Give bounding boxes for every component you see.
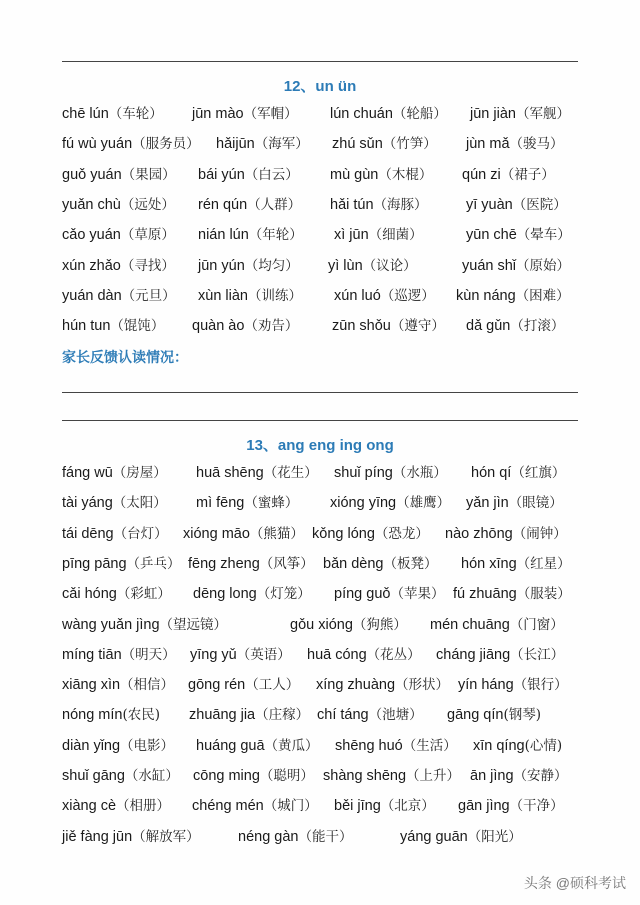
chinese-word: （水瓶） — [392, 465, 447, 481]
chinese-word: （干净） — [509, 798, 564, 815]
chinese-word: （服装） — [516, 586, 571, 603]
pinyin-text: fēng zheng — [188, 555, 260, 572]
word-entry — [216, 133, 309, 155]
pinyin-text: gōng rén — [188, 677, 246, 694]
chinese-word: （困难） — [515, 287, 570, 304]
pinyin-text: shēng huó — [335, 737, 403, 754]
chinese-word: （医院） — [512, 196, 567, 213]
pinyin-text: jūn yún — [198, 257, 245, 274]
chinese-word: （劝告） — [244, 318, 299, 335]
pinyin-text: lún chuán — [330, 106, 393, 122]
word-entry — [470, 103, 570, 125]
word-entry — [62, 553, 181, 575]
pinyin-text: gān jìng — [458, 798, 510, 815]
chinese-word: （板凳） — [383, 555, 438, 572]
word-entry — [334, 583, 444, 605]
chinese-word: （黄瓜） — [264, 737, 319, 754]
pinyin-text: hón qí — [471, 465, 512, 481]
pinyin-text: zhuāng jia — [189, 707, 256, 724]
word-entry — [332, 133, 437, 155]
pinyin-text: jūn jiàn — [470, 106, 516, 122]
word-row — [0, 492, 640, 514]
feedback-line-1 — [62, 392, 578, 393]
chinese-word: （庄稼） — [255, 707, 310, 724]
word-row — [0, 704, 640, 726]
word-entry — [188, 553, 314, 575]
word-entry — [62, 103, 163, 125]
chinese-word: （上升） — [406, 768, 461, 784]
pinyin-text: hǎi tún — [330, 196, 374, 213]
chinese-word: （水缸） — [124, 768, 179, 784]
pinyin-text: xīn qíng — [473, 737, 525, 754]
word-entry — [400, 826, 522, 848]
word-row — [0, 194, 640, 216]
pinyin-text: xún luó — [334, 287, 381, 304]
word-row — [0, 765, 640, 787]
pinyin-text: yīng yǔ — [190, 646, 237, 663]
pinyin-text: cǎi hóng — [62, 586, 117, 603]
chinese-word: （果园） — [121, 166, 176, 183]
pinyin-text: tái dēng — [62, 525, 114, 542]
word-entry — [188, 674, 299, 696]
chinese-word: （台灯） — [113, 525, 168, 542]
chinese-word: （恐龙） — [374, 525, 429, 542]
pinyin-text: quàn ào — [192, 318, 245, 335]
chinese-word: （苹果） — [390, 586, 445, 603]
pinyin-text: yì lùn — [328, 257, 363, 274]
pinyin-text: xún zhǎo — [62, 257, 121, 274]
word-row — [0, 614, 640, 636]
chinese-word: （相册） — [116, 798, 171, 815]
chinese-word: （眼镜） — [508, 495, 563, 512]
pinyin-text: xùn liàn — [198, 287, 248, 304]
chinese-word: （蜜蜂） — [244, 495, 299, 512]
word-entry — [198, 164, 299, 186]
pinyin-text: rén qún — [198, 196, 248, 213]
pinyin-text: gāng qín — [447, 707, 504, 724]
chinese-word: （城门） — [263, 798, 318, 815]
word-row — [0, 255, 640, 277]
chinese-word: （军舰） — [515, 106, 570, 122]
chinese-word: （打滚） — [510, 318, 565, 335]
word-entry — [466, 194, 567, 216]
pinyin-text: kǒng lóng — [312, 525, 375, 542]
chinese-word: （望远镜） — [159, 616, 228, 633]
word-entry — [335, 735, 457, 757]
pinyin-text: chéng mén — [192, 798, 264, 815]
pinyin-text: cǎo yuán — [62, 227, 121, 244]
word-entry — [312, 523, 429, 545]
word-entry — [198, 194, 301, 216]
word-entry — [462, 164, 555, 186]
word-entry — [328, 255, 417, 277]
pinyin-text: bǎn dèng — [323, 555, 384, 572]
word-entry — [192, 103, 298, 125]
chinese-word: （元旦） — [121, 287, 176, 304]
pinyin-text: shàng shēng — [323, 768, 407, 784]
pinyin-text: yáng guān — [400, 828, 468, 845]
word-entry — [193, 765, 314, 787]
pinyin-text: míng tiān — [62, 646, 122, 663]
chinese-word: （轮船） — [392, 106, 447, 122]
word-entry — [317, 704, 423, 726]
word-entry — [62, 704, 160, 726]
chinese-word: （草原） — [120, 227, 175, 244]
pinyin-text: jùn mǎ — [466, 136, 510, 153]
pinyin-text: fáng wū — [62, 465, 113, 481]
word-entry — [62, 285, 176, 307]
pinyin-text: nóng mín — [62, 707, 123, 724]
word-entry — [466, 224, 571, 246]
word-entry — [456, 285, 570, 307]
pinyin-text: xíng zhuàng — [316, 677, 396, 694]
pinyin-text: fú zhuāng — [453, 586, 517, 603]
word-entry — [62, 224, 175, 246]
chinese-word: （太阳） — [112, 495, 167, 512]
pinyin-text: bái yún — [198, 166, 245, 183]
chinese-word: （年轮） — [248, 227, 303, 244]
word-row — [0, 826, 640, 848]
word-row — [0, 795, 640, 817]
pinyin-text: yūn chē — [466, 227, 517, 244]
pinyin-text: mén chuāng — [430, 616, 510, 633]
word-entry — [334, 224, 423, 246]
word-entry — [62, 194, 175, 216]
chinese-word: （海豚） — [373, 196, 428, 213]
word-row — [0, 462, 640, 484]
pinyin-text: pīng pāng — [62, 555, 127, 572]
word-entry — [290, 614, 407, 636]
chinese-word: （明天） — [121, 646, 176, 663]
pinyin-text: guǒ yuán — [62, 166, 122, 183]
chinese-word: （形状） — [395, 677, 450, 694]
chinese-word: （军帽） — [243, 106, 298, 122]
section-13-title: 13、ang eng ing ong — [246, 437, 394, 454]
word-entry — [62, 255, 175, 277]
chinese-word: （生活） — [402, 737, 457, 754]
chinese-word: (农民) — [122, 707, 161, 724]
chinese-word: （闹钟） — [512, 525, 567, 542]
pinyin-text: hǎijūn — [216, 136, 255, 153]
word-entry — [458, 795, 564, 817]
pinyin-text: yī yuàn — [466, 196, 513, 213]
chinese-word: （雄鹰） — [396, 495, 451, 512]
pinyin-text: qún zi — [462, 166, 501, 183]
chinese-word: （原始） — [516, 257, 571, 274]
chinese-word: （议论） — [362, 257, 417, 274]
pinyin-text: huā cóng — [307, 646, 367, 663]
watermark: 头条 @硕科考试 — [523, 875, 626, 891]
word-entry — [470, 765, 568, 787]
chinese-word: （彩虹） — [116, 586, 171, 603]
word-entry — [466, 315, 564, 337]
pinyin-text: píng guǒ — [334, 586, 391, 603]
word-entry — [471, 462, 565, 484]
word-entry — [62, 765, 179, 787]
pinyin-text: jiě fàng jūn — [62, 828, 133, 845]
word-row — [0, 133, 640, 155]
word-entry — [62, 795, 170, 817]
word-entry — [330, 492, 450, 514]
chinese-word: （海军） — [254, 136, 309, 153]
word-entry — [192, 315, 298, 337]
pinyin-text: xióng yīng — [330, 495, 397, 512]
pinyin-text: mì fēng — [196, 495, 245, 512]
word-entry — [330, 194, 428, 216]
pinyin-text: yǎn jìn — [466, 495, 509, 512]
word-entry — [334, 795, 435, 817]
word-entry — [62, 826, 200, 848]
pinyin-text: xióng māo — [183, 525, 250, 542]
word-row — [0, 285, 640, 307]
chinese-word: （房屋） — [112, 465, 167, 481]
word-entry — [62, 614, 227, 636]
top-divider — [62, 61, 578, 62]
word-entry — [62, 492, 167, 514]
chinese-word: （电影） — [120, 737, 175, 754]
word-entry — [430, 614, 564, 636]
chinese-word: （细菌） — [368, 227, 423, 244]
word-row — [0, 523, 640, 545]
feedback-line-2 — [62, 420, 578, 421]
chinese-word: （池塘） — [368, 707, 423, 724]
section-12-title: 12、un ün — [283, 78, 357, 95]
word-entry — [189, 704, 309, 726]
word-entry — [238, 826, 352, 848]
word-entry — [316, 674, 449, 696]
chinese-word: （骏马） — [509, 136, 564, 153]
word-entry — [462, 255, 570, 277]
chinese-word: （银行） — [513, 677, 568, 694]
word-entry — [473, 735, 562, 757]
pinyin-text: jūn mào — [192, 106, 244, 122]
chinese-word: （人群） — [247, 196, 302, 213]
word-entry — [323, 765, 460, 787]
pinyin-text: huáng guā — [196, 737, 265, 754]
pinyin-text: yuán shǐ — [462, 257, 517, 274]
word-entry — [461, 553, 571, 575]
word-row — [0, 103, 640, 125]
word-entry — [466, 133, 564, 155]
pinyin-text: huā shēng — [196, 465, 264, 481]
pinyin-text: dǎ gǔn — [466, 318, 511, 335]
word-row — [0, 735, 640, 757]
pinyin-text: xiàng cè — [62, 798, 117, 815]
chinese-word: （遵守） — [390, 318, 445, 335]
word-row — [0, 164, 640, 186]
word-entry — [62, 644, 176, 666]
pinyin-text: yuán dàn — [62, 287, 122, 304]
chinese-word: （服务员） — [132, 136, 200, 153]
word-entry — [62, 462, 167, 484]
word-entry — [62, 133, 200, 155]
pinyin-text: zūn shǒu — [332, 318, 391, 335]
pinyin-text: hón xīng — [461, 555, 517, 572]
word-entry — [458, 674, 568, 696]
chinese-word: （乒乓） — [126, 555, 181, 572]
pinyin-text: chí táng — [317, 707, 369, 724]
pinyin-text: néng gàn — [238, 828, 299, 845]
word-row — [0, 553, 640, 575]
chinese-word: （红星） — [516, 555, 571, 572]
chinese-word: （安静） — [513, 768, 568, 784]
chinese-word: （花丛） — [366, 646, 421, 663]
word-entry — [307, 644, 421, 666]
chinese-word: （长江） — [510, 646, 565, 663]
word-entry — [193, 583, 311, 605]
pinyin-text: xiāng xìn — [62, 677, 121, 694]
word-entry — [62, 583, 171, 605]
chinese-word: （寻找） — [120, 257, 175, 274]
word-entry — [196, 492, 298, 514]
pinyin-text: yuǎn chù — [62, 196, 121, 213]
chinese-word: （车轮） — [108, 106, 163, 122]
word-row — [0, 224, 640, 246]
pinyin-text: dēng long — [193, 586, 257, 603]
pinyin-text: zhú sǔn — [332, 136, 383, 153]
word-entry — [447, 704, 541, 726]
chinese-word: （阳光） — [467, 828, 522, 845]
word-entry — [198, 255, 299, 277]
pinyin-text: ān jìng — [470, 768, 514, 784]
pinyin-text: yín háng — [458, 677, 514, 694]
chinese-word: （能干） — [298, 828, 353, 845]
pinyin-text: cōng ming — [193, 768, 260, 784]
chinese-word: （木棍） — [378, 166, 433, 183]
chinese-word: （均匀） — [244, 257, 299, 274]
word-row — [0, 315, 640, 337]
word-entry — [323, 553, 437, 575]
pinyin-text: cháng jiāng — [436, 646, 511, 663]
word-entry — [62, 315, 164, 337]
word-entry — [334, 285, 435, 307]
chinese-word: （相信） — [120, 677, 175, 694]
pinyin-text: diàn yǐng — [62, 737, 121, 754]
word-row — [0, 644, 640, 666]
chinese-word: （晕车） — [516, 227, 571, 244]
word-entry — [453, 583, 571, 605]
word-entry — [330, 164, 432, 186]
word-entry — [198, 285, 302, 307]
word-row — [0, 583, 640, 605]
chinese-word: （远处） — [120, 196, 175, 213]
chinese-word: （裙子） — [500, 166, 555, 183]
word-entry — [332, 315, 445, 337]
chinese-word: （狗熊） — [352, 616, 407, 633]
chinese-word: （风筝） — [259, 555, 314, 572]
parent-feedback-label: 家长反馈认读情况： — [62, 349, 188, 365]
chinese-word: （北京） — [380, 798, 435, 815]
word-entry — [334, 462, 447, 484]
pinyin-text: fú wù yuán — [62, 136, 133, 153]
chinese-word: （馄饨） — [110, 318, 165, 335]
chinese-word: （解放军） — [132, 828, 200, 845]
word-entry — [436, 644, 564, 666]
pinyin-text: nián lún — [198, 227, 249, 244]
word-entry — [183, 523, 304, 545]
pinyin-text: kùn náng — [456, 287, 516, 304]
chinese-word: (钢琴) — [503, 707, 541, 724]
chinese-word: （聪明） — [259, 768, 314, 784]
pinyin-text: hún tun — [62, 318, 111, 335]
pinyin-text: běi jīng — [334, 798, 381, 815]
word-entry — [196, 462, 318, 484]
chinese-word: （花生） — [263, 465, 318, 481]
chinese-word: （英语） — [236, 646, 291, 663]
word-entry — [196, 735, 319, 757]
chinese-word: （工人） — [245, 677, 300, 694]
chinese-word: （白云） — [244, 166, 299, 183]
chinese-word: （训练） — [247, 287, 302, 304]
chinese-word: （门窗） — [509, 616, 564, 633]
word-entry — [62, 735, 174, 757]
word-entry — [190, 644, 291, 666]
word-entry — [330, 103, 447, 125]
chinese-word: （灯笼） — [256, 586, 311, 603]
pinyin-text: wàng yuǎn jìng — [62, 616, 160, 633]
word-row — [0, 674, 640, 696]
word-entry — [445, 523, 567, 545]
pinyin-text: shuǐ píng — [334, 465, 393, 481]
pinyin-text: tài yáng — [62, 495, 113, 512]
pinyin-text: gǒu xióng — [290, 616, 353, 633]
pinyin-text: mù gùn — [330, 166, 379, 183]
word-entry — [62, 164, 176, 186]
pinyin-text: nào zhōng — [445, 525, 513, 542]
chinese-word: （竹笋） — [382, 136, 437, 153]
word-entry — [62, 674, 174, 696]
word-entry — [198, 224, 303, 246]
word-entry — [466, 492, 563, 514]
chinese-word: (心情) — [524, 737, 563, 754]
chinese-word: （熊猫） — [249, 525, 304, 542]
chinese-word: （红旗） — [511, 465, 566, 481]
pinyin-text: xì jūn — [334, 227, 369, 244]
pinyin-text: chē lún — [62, 106, 109, 122]
word-entry — [192, 795, 318, 817]
chinese-word: （巡逻） — [380, 287, 435, 304]
pinyin-text: shuǐ gāng — [62, 768, 125, 784]
word-entry — [62, 523, 168, 545]
